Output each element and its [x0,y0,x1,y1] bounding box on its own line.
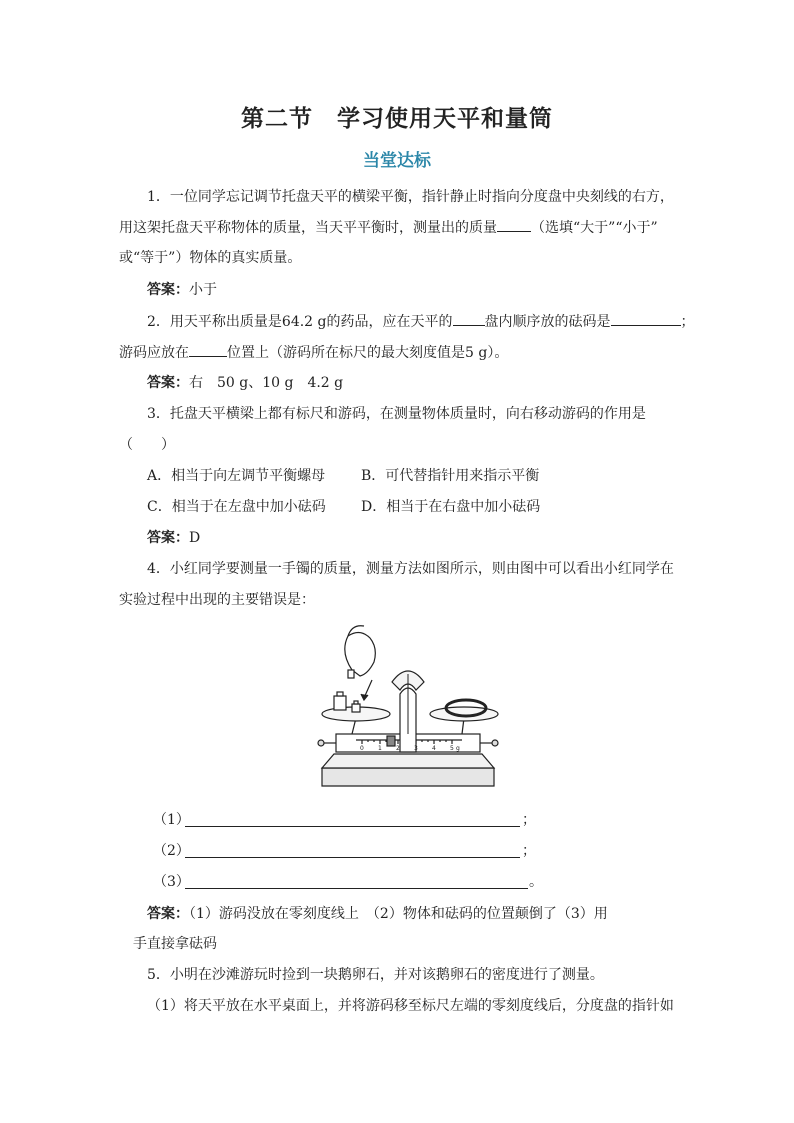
q4-line-2: 实验过程中出现的主要错误是： [119,592,315,608]
q1-blank[interactable] [497,217,531,232]
q5-line-1: 5．小明在沙滩游玩时捡到一块鹅卵石，并对该鹅卵石的密度进行了测量。 [147,967,604,983]
q1-line-3: 或“等于”）物体的真实质量。 [119,250,302,266]
answer-label: 答案： [147,906,189,922]
scale-number-label: 3 [414,745,418,752]
weight-small [352,704,360,712]
scale-number-label: 4 [432,745,436,752]
balance-base [322,768,494,786]
weight-large [334,696,346,710]
q2-answer-text: 右 50 g、10 g 4.2 g [189,375,344,391]
q4-blank-3-label: （3） [153,874,190,890]
scale-number-label: g [456,745,460,752]
q4-fill-line-1[interactable] [185,826,520,827]
q2-line-1b: 盘内顺序放的砝码是 [484,314,611,330]
q1-answer-text: 小于 [189,282,217,298]
scale-number-label: 5 [450,745,454,752]
q4-blank-1-label: （1） [153,812,190,828]
right-pan [430,707,498,721]
q3-answer-text: D [189,530,201,546]
scale-number-label: 2 [396,745,400,752]
q4-answer-line-1 [147,904,608,924]
q3-answer [147,528,200,548]
q2-line-2b: 位置上（游码所在标尺的最大刻度值是5 g）。 [227,345,509,361]
q1-line-1: 1．一位同学忘记调节托盘天平的横梁平衡，指针静止时指向分度盘中央刻线的右方， [147,189,674,205]
answer-label: 答案： [147,530,189,546]
arrow-head [361,694,368,700]
q4-blank-3-end: 。 [529,874,543,890]
q4-blank-2-end: ； [522,843,536,859]
q1-line-2 [119,217,658,238]
q2-answer [147,373,343,393]
q2-blank-1[interactable] [453,311,485,326]
balance-figure [312,622,504,798]
q2-blank-2[interactable] [611,311,681,326]
balance-illustration [312,622,504,798]
q3-option-c: C．相当于在左盘中加小砝码 [147,499,326,515]
q3-option-d: D．相当于在右盘中加小砝码 [361,499,541,515]
q2-line-2 [119,342,508,363]
q5-line-2: （1）将天平放在水平桌面上，并将游码移至标尺左端的零刻度线后，分度盘的指针如 [147,998,674,1014]
q2-line-1a: 2．用天平称出质量是64.2 g的药品，应在天平的 [147,314,453,330]
q2-line-2a: 游码应放在 [119,345,189,361]
q4-fill-line-3[interactable] [185,888,528,889]
q2-line-1 [147,311,695,332]
q4-blank-2-label: （2） [153,843,190,859]
rider-weight [387,736,395,746]
q3-line-1: 3．托盘天平横梁上都有标尺和游码，在测量物体质量时，向右移动游码的作用是 [147,406,646,422]
scale-number-label: 0 [360,745,364,752]
q4-fill-line-2[interactable] [185,857,520,858]
q2-line-1c: ； [680,314,695,330]
q4-answer-line-2: 手直接拿砝码 [133,936,217,952]
held-weight [348,670,354,678]
page-title: 第二节 学习使用天平和量筒 [241,105,553,132]
q3-option-a: A．相当于向左调节平衡螺母 [147,468,326,484]
section-subtitle: 当堂达标 [363,151,431,171]
answer-label: 答案： [147,375,189,391]
q4-line-1: 4．小红同学要测量一手镯的质量，测量方法如图所示，则由图中可以看出小红同学在 [147,561,674,577]
q1-line-2b: （选填“大于”“小于” [531,220,658,236]
q4-blank-1-end: ； [522,812,536,828]
q1-line-2a: 用这架托盘天平称物体的质量，当天平平衡时，测量出的质量 [119,220,497,236]
q2-blank-3[interactable] [189,342,227,357]
q1-answer [147,280,217,300]
answer-label: 答案： [147,282,189,298]
scale-number-label: 1 [378,745,382,752]
q3-option-b: B．可代替指针用来指示平衡 [361,468,540,484]
q3-line-2: （ ） [119,437,175,453]
q4-answer-text: （1）游码没放在零刻度线上 （2）物体和砝码的位置颠倒了（3）用 [189,906,608,922]
